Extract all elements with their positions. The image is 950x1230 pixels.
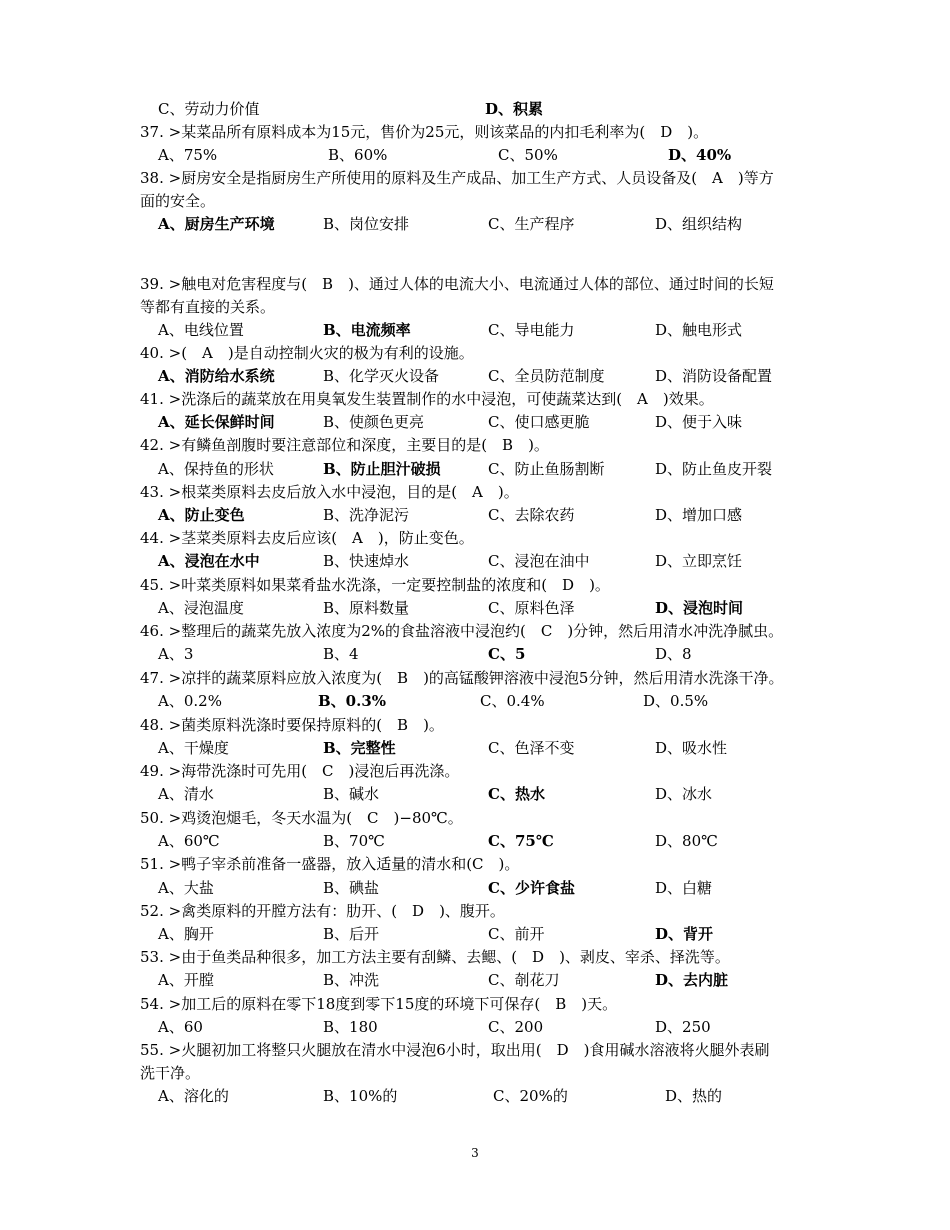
option-row — [0, 1085, 950, 1108]
question-text — [0, 1039, 950, 1062]
option-a: A、干燥度 — [158, 739, 229, 757]
option-row — [0, 550, 950, 573]
question-line: 53. >由于鱼类品种很多，加工方法主要有刮鳞、去鳃、( D )、剥皮、宰杀、择洗等。 — [140, 948, 730, 966]
option-d: D、0.5% — [643, 692, 709, 710]
option-b: B、使颜色更亮 — [323, 413, 425, 431]
option-b: B、原料数量 — [323, 599, 410, 617]
option-d: D、白糖 — [655, 879, 713, 897]
option-c: C、浸泡在油中 — [488, 552, 590, 570]
option-b: B、洗净泥污 — [323, 506, 410, 524]
page-number: 3 — [471, 1146, 479, 1160]
question-line: 45. >叶菜类原料如果菜肴盐水洗涤，一定要控制盐的浓度和( D )。 — [140, 576, 610, 594]
question-text — [0, 853, 950, 876]
option-row — [0, 98, 950, 121]
question-text — [0, 807, 950, 830]
option-a: A、防止变色 — [158, 506, 245, 524]
question-text — [0, 388, 950, 411]
option-row — [0, 690, 950, 713]
option-b: B、180 — [323, 1018, 378, 1036]
option-a: A、消防给水系统 — [158, 367, 275, 385]
option-row — [0, 783, 950, 806]
option-c: C、生产程序 — [488, 215, 575, 233]
option-b: B、后开 — [323, 925, 380, 943]
option-b: B、快速焯水 — [323, 552, 410, 570]
option-row — [0, 213, 950, 236]
question-text — [0, 481, 950, 504]
question-line: 54. >加工后的原料在零下18度到零下15度的环境下可保存( B )天。 — [140, 995, 618, 1013]
option-a: A、清水 — [158, 785, 214, 803]
option-b: B、防止胆汁破损 — [323, 460, 441, 478]
question-line: 39. >触电对危害程度与( B )、通过人体的电流大小、电流通过人体的部位、通过时间的长短 — [140, 275, 774, 293]
option-c: C、50% — [498, 146, 558, 164]
option-c: C、色泽不变 — [488, 739, 575, 757]
question-line: 面的安全。 — [140, 192, 216, 210]
option-a: A、浸泡温度 — [158, 599, 244, 617]
option-d: D、8 — [655, 645, 692, 663]
option-d: D、去内脏 — [655, 971, 729, 989]
option-row — [0, 319, 950, 342]
question-line: 44. >茎菜类原料去皮后应该( A )，防止变色。 — [140, 529, 474, 547]
option-row — [0, 458, 950, 481]
question-line: 50. >鸡烫泡煺毛，冬天水温为( C )−80℃。 — [140, 809, 463, 827]
option-a: A、大盐 — [158, 879, 214, 897]
option-d: D、浸泡时间 — [655, 599, 744, 617]
option-b: B、化学灭火设备 — [323, 367, 440, 385]
question-line: 48. >菌类原料洗涤时要保持原料的( B )。 — [140, 716, 444, 734]
option-row — [0, 1016, 950, 1039]
option-c: C、使口感更脆 — [488, 413, 590, 431]
option-c: C、热水 — [488, 785, 545, 803]
question-line: 51. >鸭子宰杀前准备一盛器，放入适量的清水和(C )。 — [140, 855, 520, 873]
question-text — [0, 900, 950, 923]
question-text — [0, 574, 950, 597]
question-text — [0, 993, 950, 1016]
option-a: A、溶化的 — [158, 1087, 229, 1105]
option-a: A、开膛 — [158, 971, 214, 989]
option-d: D、250 — [655, 1018, 711, 1036]
option-a: A、延长保鲜时间 — [158, 413, 275, 431]
option-d: D、背开 — [655, 925, 714, 943]
option-row — [0, 504, 950, 527]
option-c: C、去除农药 — [488, 506, 575, 524]
option-row — [0, 144, 950, 167]
option-b: B、70℃ — [323, 832, 385, 850]
option-a: A、0.2% — [158, 692, 222, 710]
option-c: C、原料色泽 — [488, 599, 575, 617]
question-text — [0, 434, 950, 457]
option-row — [0, 411, 950, 434]
option-row — [0, 365, 950, 388]
option-row — [0, 830, 950, 853]
option-d: D、组织结构 — [655, 215, 743, 233]
option-b: B、4 — [323, 645, 359, 663]
option-row — [0, 737, 950, 760]
option-a: A、3 — [158, 645, 194, 663]
option-d: D、防止鱼皮开裂 — [655, 460, 773, 478]
option-row — [0, 643, 950, 666]
option-row — [0, 923, 950, 946]
question-text-continued — [0, 296, 950, 319]
option-c: C、5 — [488, 645, 526, 663]
question-line: 40. >( A )是自动控制火灾的极为有利的设施。 — [140, 344, 474, 362]
option-a: A、60 — [158, 1018, 203, 1036]
option-b: B、0.3% — [318, 692, 387, 710]
question-text — [0, 714, 950, 737]
option-b: B、冲洗 — [323, 971, 380, 989]
question-text — [0, 946, 950, 969]
question-text-continued — [0, 1062, 950, 1085]
option-d: D、80℃ — [655, 832, 718, 850]
option-c: C、200 — [488, 1018, 544, 1036]
option-d: D、消防设备配置 — [655, 367, 773, 385]
option-c: C、少许食盐 — [488, 879, 575, 897]
option-c: C、导电能力 — [488, 321, 575, 339]
question-line: 46. >整理后的蔬菜先放入浓度为2%的食盐溶液中浸泡约( C )分钟，然后用清水冲洗净腻虫。 — [140, 622, 784, 640]
question-line: 洗干净。 — [140, 1064, 201, 1082]
question-line: 等都有直接的关系。 — [140, 298, 276, 316]
option-d: D、冰水 — [655, 785, 713, 803]
option-c: C、剞花刀 — [488, 971, 560, 989]
option-c: C、0.4% — [480, 692, 545, 710]
option-a: A、厨房生产环境 — [158, 215, 275, 233]
question-line: 52. >禽类原料的开膛方法有：肋开、( D )、腹开。 — [140, 902, 505, 920]
option-b: B、60% — [328, 146, 388, 164]
option-a: A、75% — [158, 146, 218, 164]
option-b: B、电流频率 — [323, 321, 411, 339]
option-c: C、前开 — [488, 925, 545, 943]
option-row — [0, 597, 950, 620]
question-text — [0, 620, 950, 643]
question-line: 37. >某菜品所有原料成本为15元，售价为25元，则该菜品的内扣毛利率为( D )。 — [140, 123, 709, 141]
option-c: C、75℃ — [488, 832, 554, 850]
option-a: A、保持鱼的形状 — [158, 460, 274, 478]
option-d: D、立即烹饪 — [655, 552, 743, 570]
option-a: A、浸泡在水中 — [158, 552, 260, 570]
option-a: A、胸开 — [158, 925, 214, 943]
option-d: D、触电形式 — [655, 321, 743, 339]
option-d: D、吸水性 — [655, 739, 728, 757]
question-text — [0, 273, 950, 296]
option-d: D、40% — [668, 146, 732, 164]
option-d: D、积累 — [485, 100, 544, 118]
question-line: 49. >海带洗涤时可先用( C )浸泡后再洗涤。 — [140, 762, 460, 780]
option-b: B、10%的 — [323, 1087, 398, 1105]
question-text — [0, 760, 950, 783]
option-d: D、便于入味 — [655, 413, 743, 431]
option-b: B、岗位安排 — [323, 215, 410, 233]
option-d: D、增加口感 — [655, 506, 743, 524]
question-line: 42. >有鳞鱼剖腹时要注意部位和深度，主要目的是( B )。 — [140, 436, 549, 454]
option-b: B、碘盐 — [323, 879, 380, 897]
question-text-continued — [0, 190, 950, 213]
question-text — [0, 121, 950, 144]
option-c: C、防止鱼肠割断 — [488, 460, 605, 478]
question-text — [0, 667, 950, 690]
question-line: 55. >火腿初加工将整只火腿放在清水中浸泡6小时，取出用( D )食用碱水溶液将火腿外表刷 — [140, 1041, 770, 1059]
question-line: 41. >洗涤后的蔬菜放在用臭氧发生装置制作的水中浸泡，可使蔬菜达到( A )效果。 — [140, 390, 714, 408]
question-line: 38. >厨房安全是指厨房生产所使用的原料及生产成品、加工生产方式、人员设备及( A )等方 — [140, 169, 774, 187]
option-row — [0, 877, 950, 900]
option-a: A、电线位置 — [158, 321, 244, 339]
option-c: C、劳动力价值 — [158, 100, 260, 118]
option-d: D、热的 — [665, 1087, 723, 1105]
option-a: A、60℃ — [158, 832, 220, 850]
question-line: 47. >凉拌的蔬菜原料应放入浓度为( B )的高锰酸钾溶液中浸泡5分钟，然后用清水洗涤干净。 — [140, 669, 784, 687]
question-text — [0, 342, 950, 365]
option-c: C、20%的 — [493, 1087, 568, 1105]
option-c: C、全员防范制度 — [488, 367, 605, 385]
question-text — [0, 167, 950, 190]
question-line: 43. >根菜类原料去皮后放入水中浸泡，目的是( A )。 — [140, 483, 519, 501]
option-row — [0, 969, 950, 992]
option-b: B、完整性 — [323, 739, 396, 757]
option-b: B、碱水 — [323, 785, 380, 803]
question-text — [0, 527, 950, 550]
